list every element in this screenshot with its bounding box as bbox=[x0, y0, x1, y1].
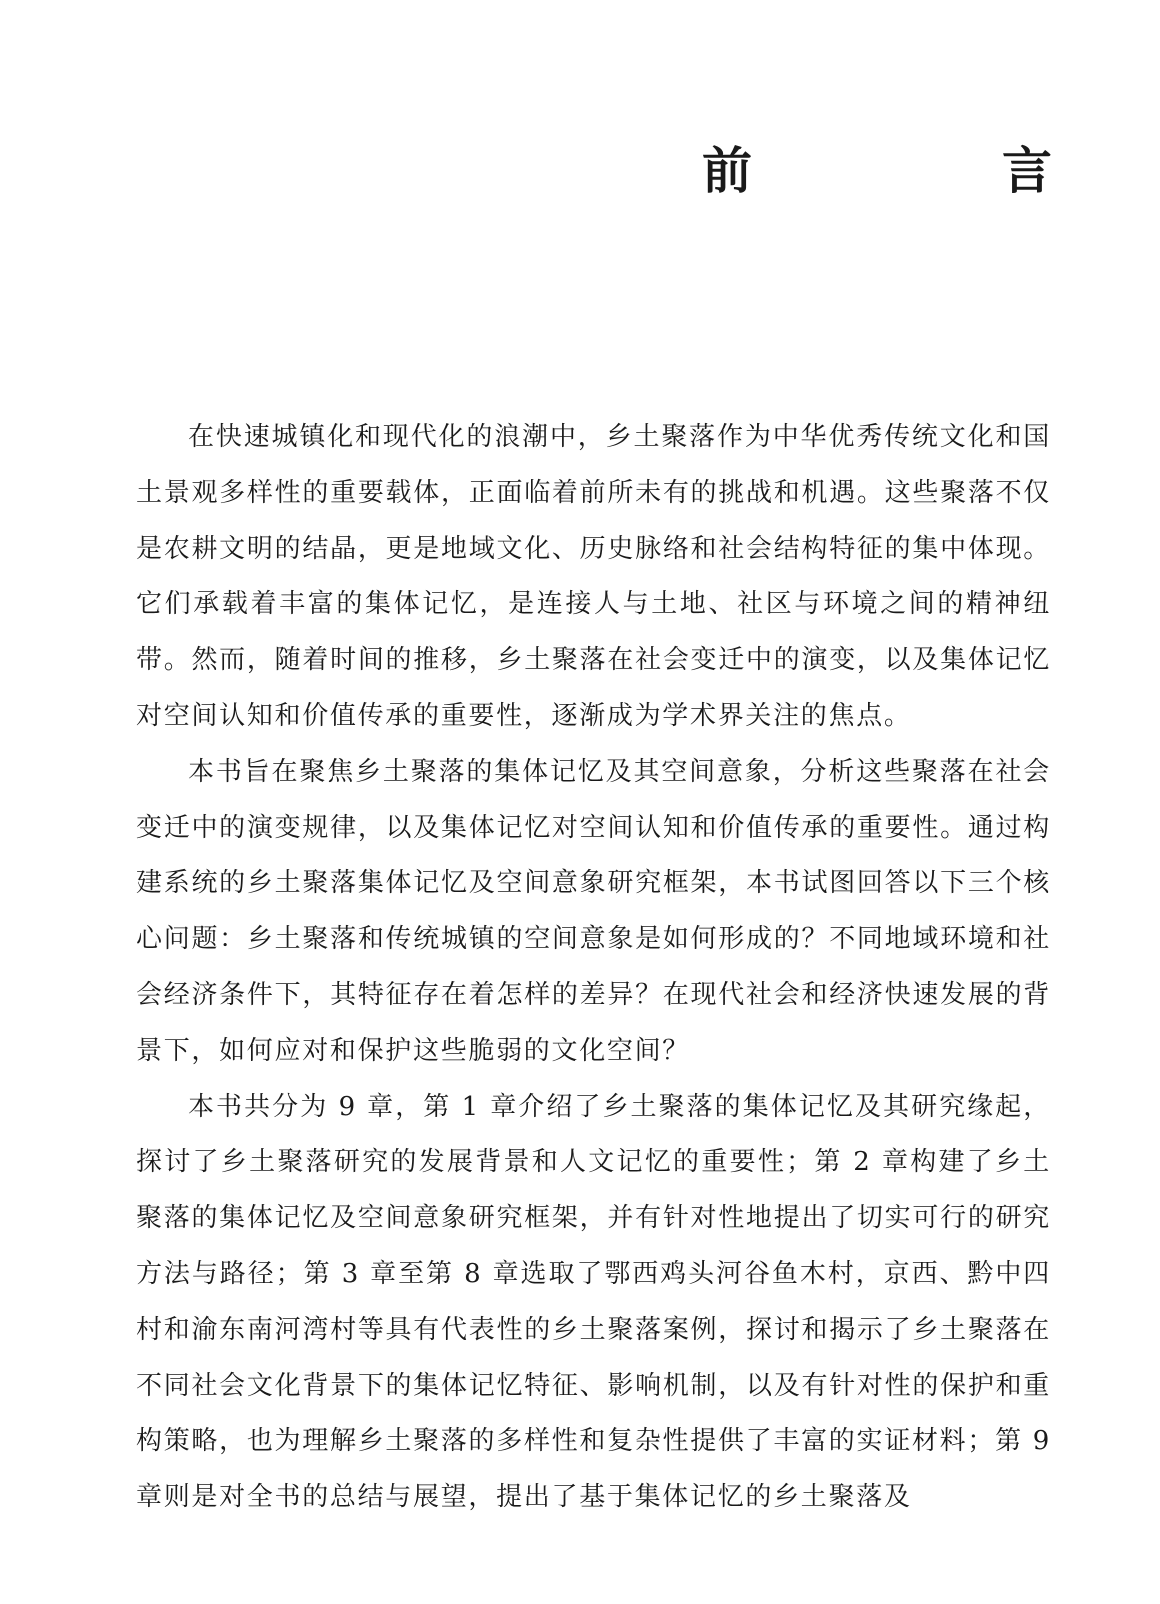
page-title: 前 言 bbox=[702, 140, 1152, 200]
paragraph-2: 本书旨在聚焦乡土聚落的集体记忆及其空间意象，分析这些聚落在社会变迁中的演变规律，以及集体记忆对空间认知和价值传承的重要性。通过构建系统的乡土聚落集体记忆及空间意象研究框架，本书试图回答以下三个核心问题：乡土聚落和传统城镇的空间意象是如何形成的？不同地域环境和社会经济条件下，其特征存在着怎样的差异？在现代社会和经济快速发展的背景下，如何应对和保护这些脆弱的文化空间？ bbox=[136, 756, 1051, 1066]
paragraph-1: 在快速城镇化和现代化的浪潮中，乡土聚落作为中华优秀传统文化和国土景观多样性的重要载体，正面临着前所未有的挑战和机遇。这些聚落不仅是农耕文明的结晶，更是地域文化、历史脉络和社会结构特征的集中体现。它们承载着丰富的集体记忆，是连接人与土地、社区与环境之间的精神纽带。然而，随着时间的推移，乡土聚落在社会变迁中的演变，以及集体记忆对空间认知和价值传承的重要性，逐渐成为学术界关注的焦点。 bbox=[136, 422, 1051, 731]
paragraph-3: 本书共分为 9 章，第 1 章介绍了乡土聚落的集体记忆及其研究缘起，探讨了乡土聚落研究的发展背景和人文记忆的重要性；第 2 章构建了乡土聚落的集体记忆及空间意象研究框架，并有针对性地提出了切实可行的研究方法与路径；第 3 章至第 8 章选取了鄂西鸡头河谷鱼木村，京西、黔中四村和渝东南河湾村等具有代表性的乡土聚落案例，探讨和揭示了乡土聚落在不同社会文化背景下的集体记忆特征、影响机制，以及有针对性的保护和重构策略，也为理解乡土聚落的多样性和复杂性提供了丰富的实证材料；第 9 章则是对全书的总结与展望，提出了基于集体记忆的乡土聚落及 bbox=[136, 1091, 1051, 1513]
body-text bbox=[136, 410, 1051, 1526]
